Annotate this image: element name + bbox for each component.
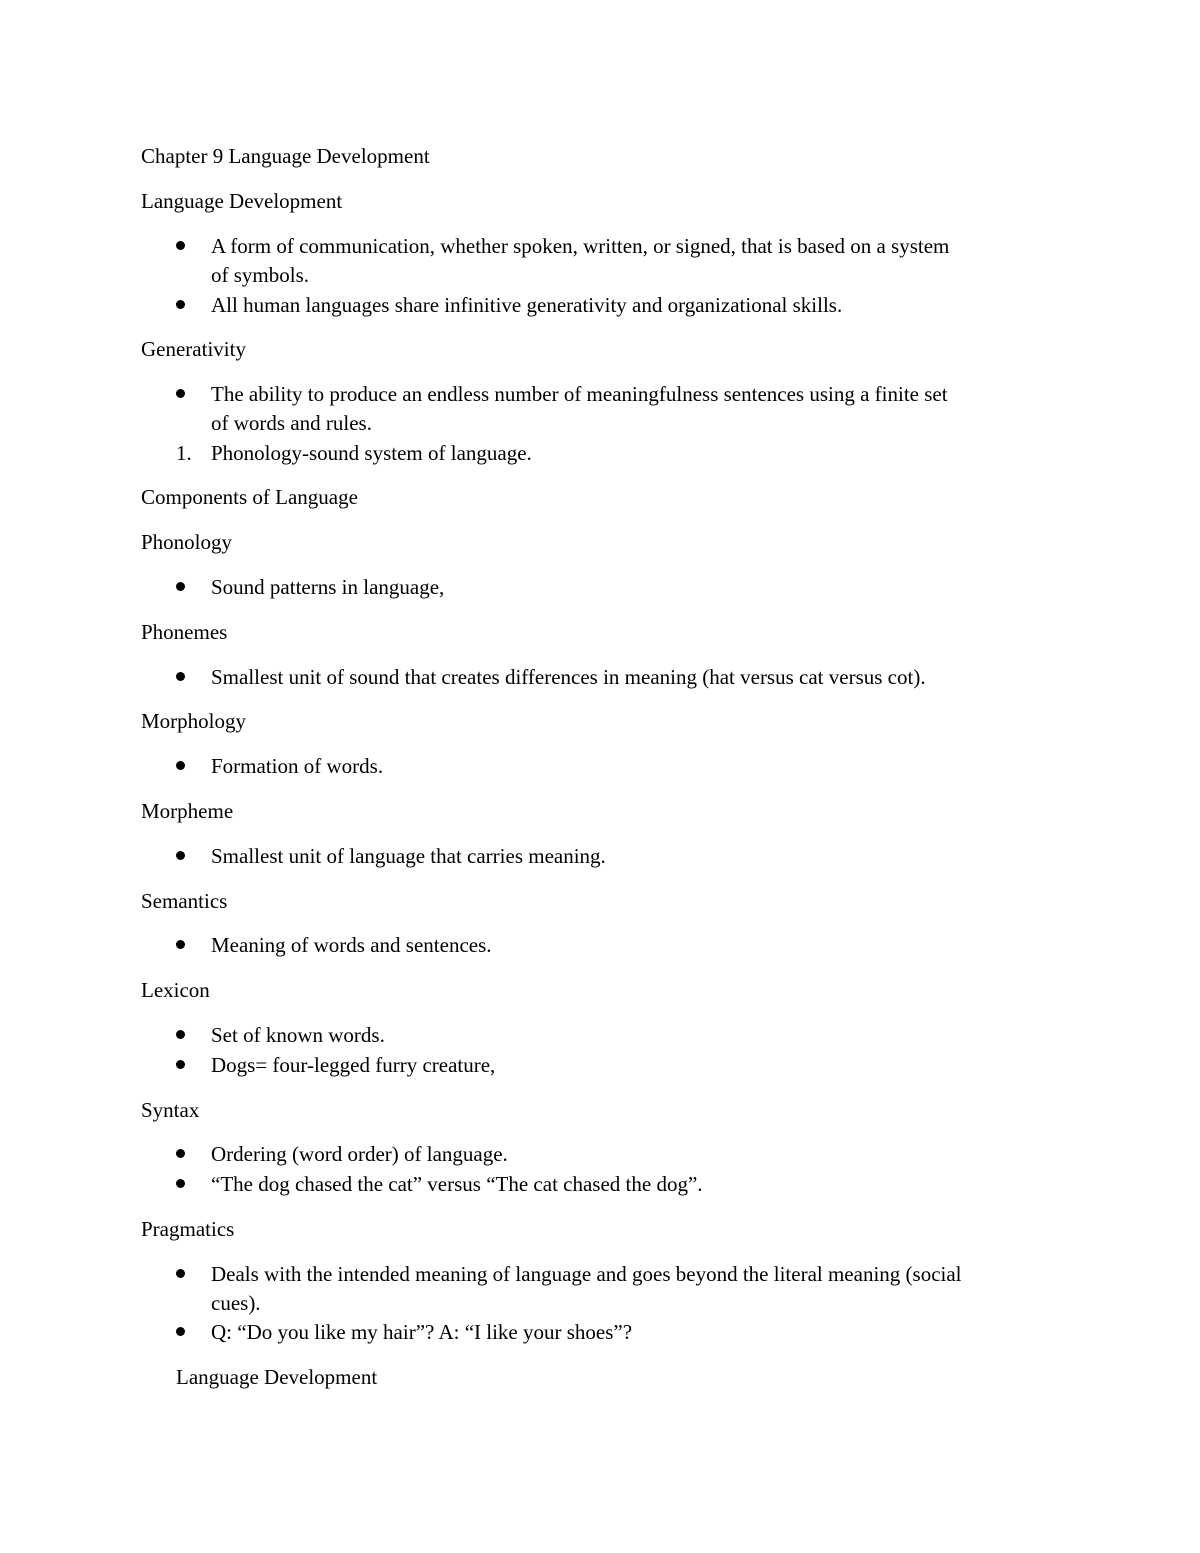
list-item-text: The ability to produce an endless number of meaningfulness sentences using a finite set [211, 382, 948, 406]
list-item-text: Q: “Do you like my hair”? A: “I like your shoes”? [211, 1320, 633, 1344]
list-item-text-continuation: of words and rules. [211, 411, 372, 435]
bullet-icon [176, 1327, 185, 1336]
list-item-text-continuation: cues). [211, 1291, 261, 1315]
section-heading-language-development: Language Development [141, 189, 343, 213]
list-item-text: A form of communication, whether spoken, written, or signed, that is based on a system [211, 234, 950, 258]
bullet-icon [176, 389, 185, 398]
list-item-text: Formation of words. [211, 754, 384, 778]
bullet-icon [176, 1269, 185, 1278]
trailing-heading: Language Development [176, 1365, 378, 1389]
list-number: 1. [176, 441, 192, 465]
list-item-text: Dogs= four-legged furry creature, [211, 1053, 496, 1077]
list-item-text: Set of known words. [211, 1023, 385, 1047]
section-heading-morphology: Morphology [141, 709, 246, 733]
bullet-icon [176, 672, 185, 681]
list-item-text: “The dog chased the cat” versus “The cat chased the dog”. [211, 1172, 703, 1196]
bullet-icon [176, 300, 185, 309]
bullet-icon [176, 1149, 185, 1158]
list-item-text: Meaning of words and sentences. [211, 933, 492, 957]
section-heading-morpheme: Morpheme [141, 799, 234, 823]
bullet-icon [176, 582, 185, 591]
section-heading-generativity: Generativity [141, 337, 246, 361]
section-heading-semantics: Semantics [141, 889, 228, 913]
document-title: Chapter 9 Language Development [141, 144, 430, 168]
list-item-text: Smallest unit of sound that creates differences in meaning (hat versus cat versus cot). [211, 665, 926, 689]
bullet-icon [176, 940, 185, 949]
section-heading-pragmatics: Pragmatics [141, 1217, 235, 1241]
section-heading-phonology: Phonology [141, 530, 233, 554]
section-heading-components-of-language: Components of Language [141, 485, 358, 509]
list-item-text: Smallest unit of language that carries meaning. [211, 844, 606, 868]
list-item-text: Deals with the intended meaning of language and goes beyond the literal meaning (social [211, 1262, 962, 1286]
bullet-icon [176, 1179, 185, 1188]
bullet-icon [176, 1060, 185, 1069]
list-item-text: All human languages share infinitive generativity and organizational skills. [211, 293, 843, 317]
bullet-icon [176, 851, 185, 860]
bullet-icon [176, 1030, 185, 1039]
bullet-icon [176, 761, 185, 770]
section-heading-syntax: Syntax [141, 1098, 200, 1122]
list-item-text: Ordering (word order) of language. [211, 1142, 508, 1166]
section-heading-lexicon: Lexicon [141, 978, 210, 1002]
list-item-text: Phonology-sound system of language. [211, 441, 532, 465]
section-heading-phonemes: Phonemes [141, 620, 228, 644]
bullet-icon [176, 241, 185, 250]
list-item-text: Sound patterns in language, [211, 575, 445, 599]
list-item-text-continuation: of symbols. [211, 263, 310, 287]
